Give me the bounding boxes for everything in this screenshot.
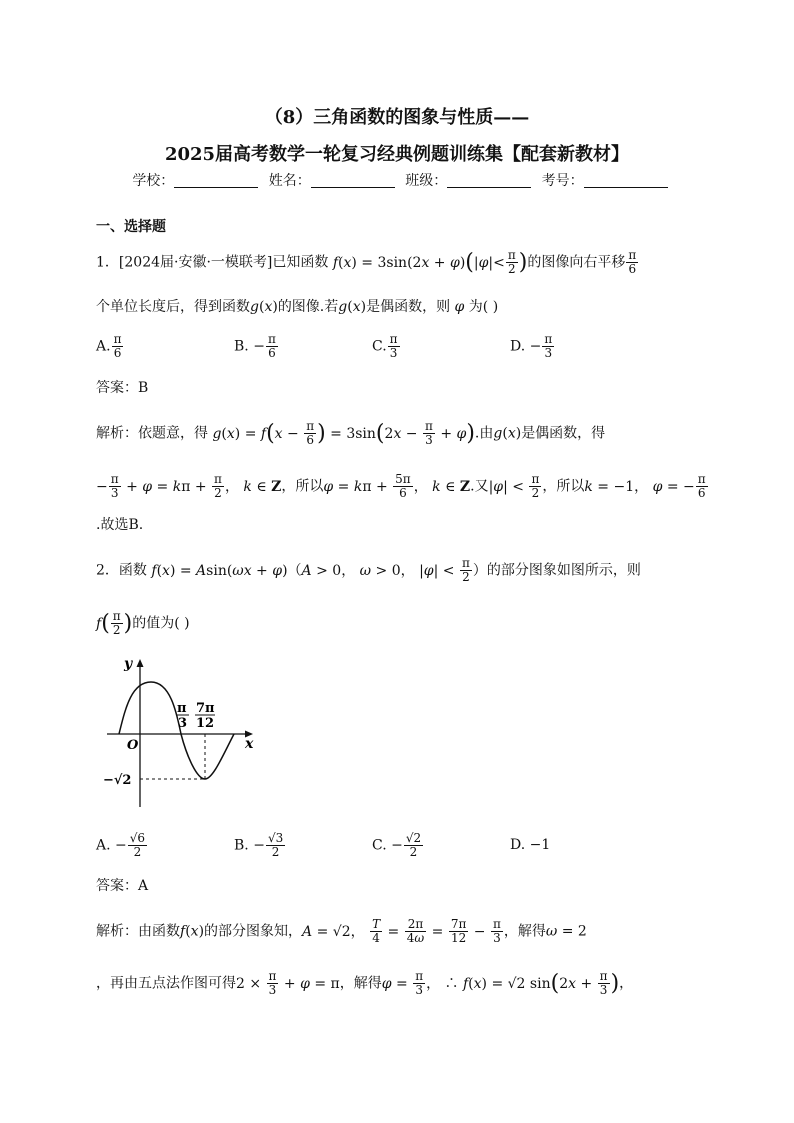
title-line-2: 2025届高考数学一轮复习经典例题训练集【配套新教材】 — [164, 144, 630, 165]
q2-option-a: A. − $\frac{√6}{2}$ — [96, 831, 146, 859]
q1-stem-line-1 — [96, 249, 639, 276]
q2-option-d: D. −1 — [510, 837, 551, 853]
q1-stem-text: 已知函数 — [272, 254, 329, 271]
q1-stem-text-d: 的图像.若 — [277, 299, 339, 315]
school-label: 学校： — [132, 173, 175, 189]
q2-analysis-line-1: 解析：由函数f(x)的部分图象知，A = √2， $\frac{T}{4}$ = $\frac{2\pi}{4\omega}$ = $\frac{7\pi}{12}$ − $\frac{\pi}{3}$ ，解得ω = 2 — [96, 917, 587, 945]
7pi-over-12-den: 12 — [196, 716, 215, 731]
q1-analysis-line-1: 解析：依题意，得 g(x) = f(x − $\frac{\pi}{6}$ ) = 3sin(2x − $\frac{\pi}{3}$ + φ).由g(x)是偶函数，得 — [96, 419, 606, 447]
q2-stem-line-1: 2．函数 f(x) = Asin(ωx + φ)（A > 0， ω > 0， |φ| < $\frac{\pi}{2}$ ）的部分图象如图所示，则 — [96, 556, 641, 584]
exam-number-label: 考号： — [541, 173, 584, 189]
q2-stem-line-2: f( $\frac{\pi}{2}$ )的值为( ) — [96, 609, 190, 637]
q1-analysis-line-2: − $\frac{\pi}{3}$ + φ = kπ + $\frac{\pi}{2}$ ， k ∈ Z，所以φ = kπ + $\frac{5\pi}{6}$ ， k ∈ Z.又|φ| < $\frac{\pi}{2}$ ，所以k = −1， φ = − $\frac{\pi}{6}$ — [96, 472, 706, 500]
q1-stem-text-e: 是偶函数，则 — [366, 299, 451, 315]
name-blank — [311, 173, 395, 188]
q2-option-b: B. − $\frac{√3}{2}$ — [234, 831, 284, 859]
section-title: 一、选择题 — [96, 219, 166, 235]
y-axis-label: y — [124, 656, 133, 672]
exam-number-blank — [584, 173, 668, 188]
q1-function-formula: f(x) = 3sin(2x + φ)(|φ|< $\frac{\pi}{2}$ ) — [332, 248, 528, 276]
class-label: 班级： — [405, 173, 448, 189]
pi-over-3-den-text: 3 — [178, 716, 188, 731]
class-blank — [447, 173, 531, 188]
school-blank — [174, 173, 258, 188]
student-info-row — [0, 170, 794, 190]
q1-shift-fraction: $\frac{\pi}{6}$ — [628, 248, 637, 276]
neg-sqrt2-label: −√2 — [103, 773, 132, 788]
q1-stem-line-2: 个单位长度后，得到函数g(x)的图像.若g(x)是偶函数，则 φ 为( ) — [96, 299, 499, 315]
q2-option-c: C. − $\frac{√2}{2}$ — [372, 831, 422, 859]
q1-option-b: B. − $\frac{\pi}{6}$ — [234, 332, 276, 360]
sine-curve — [119, 682, 234, 779]
sine-graph — [103, 655, 263, 811]
q2-analysis-line-2: ，再由五点法作图可得2 × $\frac{\pi}{3}$ + φ = π，解得φ = $\frac{\pi}{3}$ ， ∴ f(x) = √2 sin(2x + $\frac{\pi}{3}$ )， — [96, 969, 634, 997]
q1-stem-text-b: 的图像向右平移 — [527, 254, 626, 271]
q2-answer: 答案：A — [96, 878, 149, 894]
origin-label: O — [127, 738, 139, 753]
q1-analysis-end: .故选B. — [96, 517, 144, 533]
q1-stem-text-c: 个单位长度后，得到函数 — [96, 299, 250, 315]
q1-option-c: C. $\frac{\pi}{3}$ — [372, 332, 398, 360]
q1-source: [2024届·安徽·一模联考] — [118, 254, 273, 271]
q1-stem-text-f: 为( ) — [468, 299, 499, 315]
q1-answer: 答案：B — [96, 380, 149, 396]
y-axis-arrow-icon — [137, 659, 144, 667]
q1-number: 1． — [96, 254, 119, 271]
pi-over-3-num: π — [177, 701, 187, 716]
title-line-1: （8）三角函数的图象与性质—— — [264, 107, 530, 128]
x-axis-label: x — [245, 736, 254, 752]
name-label: 姓名： — [268, 173, 311, 189]
7pi-over-12-num: 7π — [196, 701, 215, 716]
q1-option-a: A. $\frac{\pi}{6}$ — [96, 332, 122, 360]
q1-option-d: D. − $\frac{\pi}{3}$ — [510, 332, 553, 360]
